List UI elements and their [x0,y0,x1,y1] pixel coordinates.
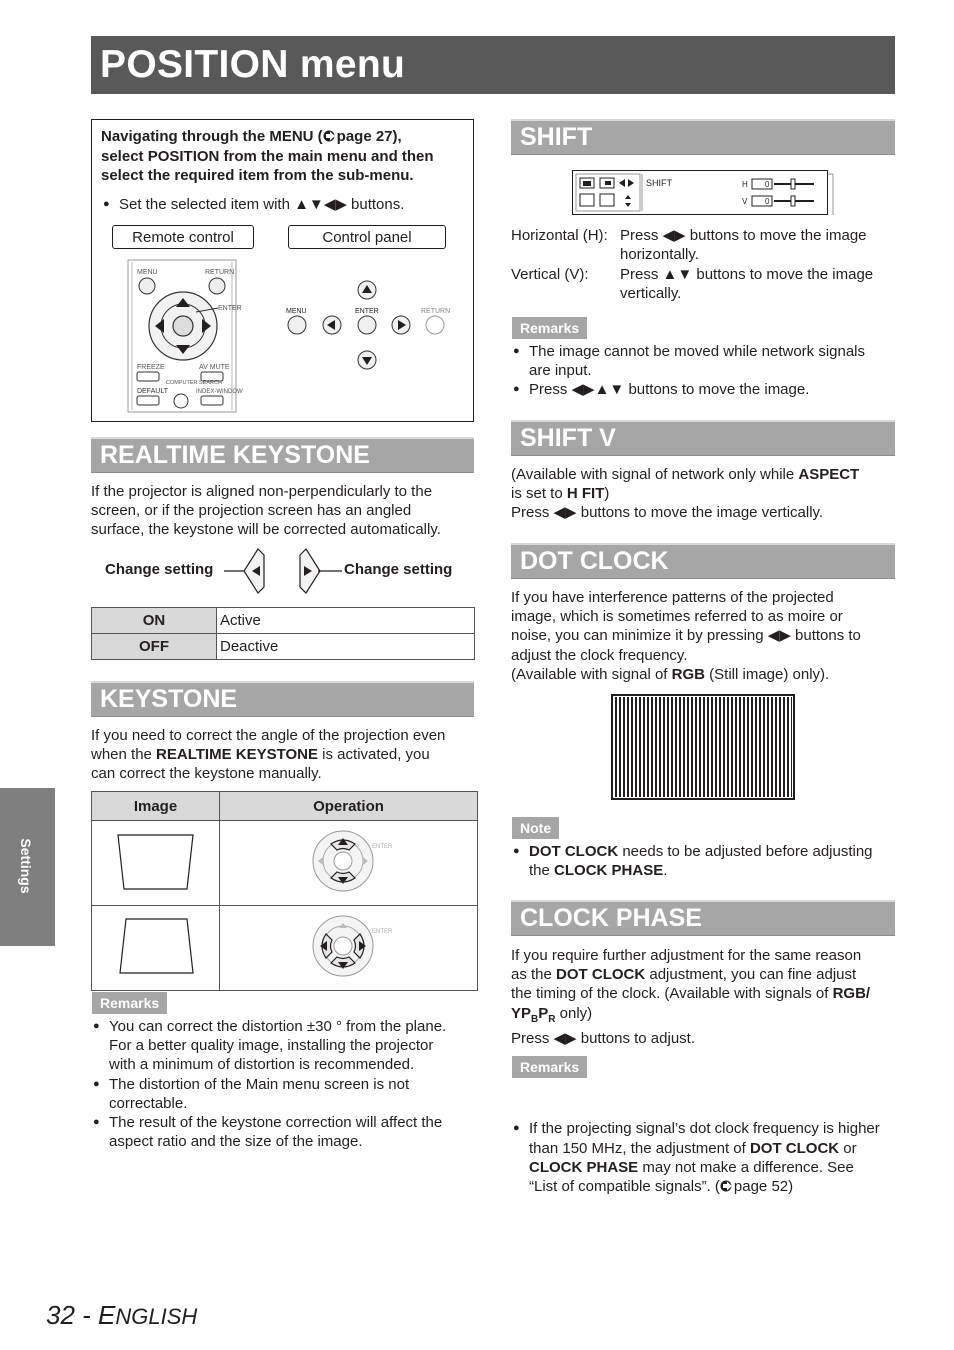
table-cell-setting: ON [92,608,217,634]
remote-menu-button[interactable] [139,278,155,294]
nav-page-ref: page 27), [336,128,402,145]
column-header-operation: Operation [220,792,478,821]
moire-pattern-image [611,694,795,800]
realtime-keystone-heading: REALTIME KEYSTONE [91,437,474,473]
list-item [91,1017,475,1075]
dpad-left-right-icon [221,907,476,985]
osd-h-label: H [742,180,748,189]
keystone-operation-cell [220,821,478,906]
panel-menu-label: MENU [286,308,307,315]
dot-clock-body [511,588,895,684]
remark-text-part: or [839,1139,857,1157]
footer-language-initial: E [98,1300,116,1330]
clock-phase-remark [511,1119,913,1196]
trapezoid-bottom-wide-icon [93,907,218,985]
remark-line: aspect ratio and the size of the image. [109,1133,363,1151]
remote-enter-label: ENTER [218,305,242,312]
table-cell-setting: OFF [92,634,217,660]
remark-bold-term: DOT CLOCK [749,1139,840,1157]
remark-text-part: “List of compatible signals”. ( [529,1178,720,1196]
page-ref-arrow-icon [720,1180,734,1192]
keystone-remarks-tag: Remarks [92,992,167,1014]
remote-index-window-button[interactable] [201,396,223,405]
remark-line: ● If the projecting signal’s dot clock frequency is higher [529,1120,880,1138]
keystone-text [91,726,474,784]
panel-return-label: RETURN [421,308,451,315]
realtime-keystone-text [91,482,474,540]
remote-index-window-label: INDEX-WINDOW [196,389,243,395]
remark-page-ref: page 52) [733,1178,794,1196]
sidebar-tab-settings[interactable] [0,788,55,946]
list-item [91,1113,475,1151]
dot-clock-line: If you have interference patterns of the projected [511,589,834,606]
remark-line: For a better quality image, installing the projector [109,1037,434,1055]
dot-clock-line: image, which is sometimes referred to as moire or [511,608,843,626]
list-item [511,342,895,380]
clock-phase-bold-term: YP [511,1004,532,1022]
keystone-heading: KEYSTONE [91,681,474,717]
keystone-remarks-list [91,1017,475,1151]
shift-v-text [620,265,896,303]
shift-v-label: Vertical (V): [511,266,589,283]
keystone-bold-term: REALTIME KEYSTONE [156,746,319,764]
dot-clock-note [511,842,913,880]
nav-bullet: ● Set the selected item with ▲▼◀▶ buttons. [101,195,479,214]
keystone-line: If you need to correct the angle of the projection even [91,727,446,744]
table-header-row [92,792,478,821]
shift-h-label: Horizontal (H): [511,227,608,244]
shift-heading: SHIFT [511,119,895,155]
remote-computer-search-label: COMPUTER SEARCH [166,380,222,386]
remark-line: ● You can correct the distortion ±30 ° from the plane. [109,1018,447,1035]
dot-clock-text-part: (Still image) only). [705,665,830,683]
nav-line-2: select POSITION from the main menu and then [101,147,434,165]
panel-menu-button[interactable] [288,316,306,334]
trapezoid-top-wide-icon [93,822,218,900]
clock-phase-bold-term: RGB/ [832,985,871,1003]
shift-h-text [620,226,896,264]
sidebar-tab-label: Settings [18,838,34,894]
clock-phase-text-part: only) [555,1004,593,1022]
remote-return-button[interactable] [209,278,225,294]
navigation-box [91,119,474,422]
remote-enter-button[interactable] [173,316,193,336]
remote-default-label: DEFAULT [137,388,168,395]
remark-bold-term: CLOCK PHASE [529,1158,639,1176]
shift-v-bold-term: ASPECT [798,466,860,483]
enter-label: ENTER [372,844,393,850]
clock-phase-text-part: the timing of the clock. (Available with signals of [511,985,833,1003]
dot-clock-line: noise, you can minimize it by pressing ◀▶ buttons to [511,627,861,645]
osd-v-label: V [742,197,748,206]
shift-remarks-tag: Remarks [512,317,587,339]
control-panel-illustration [282,280,452,375]
dpad-up-down-icon [221,822,476,900]
shift-v-line: vertically. [620,285,682,303]
dot-clock-line: adjust the clock frequency. [511,646,688,664]
clock-phase-text-part: adjustment, you can fine adjust [645,966,857,984]
clock-phase-heading: CLOCK PHASE [511,900,895,936]
realtime-keystone-table [91,607,475,660]
clock-phase-subscript: R [548,1013,556,1025]
shift-h-line: Press ◀▶ buttons to move the image [620,227,867,244]
osd-v-slider[interactable] [791,196,795,206]
nav-line-1: Navigating through the MENU ( [101,128,323,145]
remark-line: with a minimum of distortion is recommended. [109,1056,415,1074]
dot-clock-note-bold: CLOCK PHASE [554,862,664,880]
table-cell-value: Active [217,608,475,634]
dot-clock-text-part: (Available with signal of [511,665,672,683]
dot-clock-note-text: . [663,862,668,880]
remark-line: are input. [529,362,592,380]
panel-return-button[interactable] [426,316,444,334]
shift-v-text-part: is set to [511,485,567,503]
shift-v-text-part: (Available with signal of network only while [511,466,799,483]
remote-computer-search-button[interactable] [174,394,188,408]
shift-remarks-list [511,342,895,400]
osd-h-value: 0 [765,180,770,189]
table-row [92,634,475,660]
remark-line: ● The result of the keystone correction will affect the [109,1114,443,1132]
osd-shift-label: SHIFT [646,178,672,188]
table-cell-value: Deactive [217,634,475,660]
shift-v-body [511,465,895,523]
list-item [91,1075,475,1113]
column-header-image: Image [92,792,220,821]
realtime-keystone-line: surface, the keystone will be corrected automatically. [91,521,441,539]
table-row [92,906,478,991]
remark-text-part: than 150 MHz, the adjustment of [529,1139,750,1157]
keystone-image-cell [92,821,220,906]
keystone-line-part: when the [91,746,157,764]
remark-line: ● The distortion of the Main menu screen is not [109,1075,410,1093]
shift-v-line: Press ▲▼ buttons to move the image [620,266,874,283]
list-item [511,380,895,399]
dot-clock-note-text: needs to be adjusted before adjusting [618,843,873,860]
remote-return-label: RETURN [205,269,235,276]
page-title-bar [91,36,895,94]
remote-default-button[interactable] [137,396,159,405]
remote-avmute-label: AV MUTE [199,364,230,371]
clock-phase-remarks-tag: Remarks [512,1056,587,1078]
nav-line-3: select the required item from the sub-menu. [101,167,414,184]
shift-v-heading: SHIFT V [511,420,895,456]
keystone-line-part: is activated, you [318,746,430,764]
keystone-table [91,791,478,991]
remote-control-illustration [126,260,243,412]
control-panel-label: Control panel [288,225,446,249]
page-ref-arrow-icon [323,130,337,142]
remote-freeze-button[interactable] [137,372,159,381]
realtime-keystone-line: screen, or if the projection screen has an angled [91,502,412,520]
keystone-operation-cell [220,906,478,991]
right-button-icon [296,547,342,595]
panel-enter-label: ENTER [355,308,379,315]
keystone-image-cell [92,906,220,991]
shift-v-text-part: ) [604,485,610,503]
page-footer [46,1300,197,1331]
remote-control-label: Remote control [112,225,254,249]
clock-phase-bold-term: P [538,1004,549,1022]
nav-instructions [101,127,471,186]
shift-h-line: horizontally. [620,246,699,264]
remark-line: correctable. [109,1094,188,1112]
clock-phase-bold-term: DOT CLOCK [556,966,646,984]
change-setting-right-label: Change setting [344,561,453,578]
table-row [92,821,478,906]
shift-v-line: Press ◀▶ buttons to move the image vertically. [511,504,824,522]
clock-phase-text-part: as the [511,966,557,984]
footer-language-rest: NGLISH [115,1304,198,1329]
realtime-keystone-line: If the projector is aligned non-perpendicularly to the [91,483,433,500]
remote-freeze-label: FREEZE [137,364,165,371]
remark-text-part: may not make a difference. See [638,1158,854,1176]
page-title: POSITION menu [100,43,406,86]
clock-phase-line: If you require further adjustment for the same reason [511,947,862,964]
left-button-icon [224,547,268,595]
dot-clock-bold-term: RGB [671,665,705,683]
remark-line: ● Press ◀▶▲▼ buttons to move the image. [529,381,810,399]
clock-phase-body [511,946,895,1048]
osd-h-slider[interactable] [791,179,795,189]
clock-phase-subscript: B [531,1013,539,1025]
keystone-line: can correct the keystone manually. [91,765,322,783]
panel-enter-button[interactable] [358,316,376,334]
dot-clock-heading: DOT CLOCK [511,543,895,579]
clock-phase-line: Press ◀▶ buttons to adjust. [511,1029,695,1047]
remark-line: ● The image cannot be moved while network signals [529,343,866,360]
osd-v-value: 0 [765,197,770,206]
shift-osd-screen [572,170,834,216]
remote-menu-label: MENU [137,269,158,276]
dot-clock-note-bold: DOT CLOCK [529,843,619,860]
page-number: 32 - [46,1300,99,1330]
dot-clock-note-text: the [529,862,555,880]
shift-v-bold-term: H FIT [566,485,605,503]
table-row [92,608,475,634]
change-setting-left-label: Change setting [105,561,214,578]
dot-clock-note-tag: Note [512,817,559,839]
enter-label: ENTER [372,929,393,935]
